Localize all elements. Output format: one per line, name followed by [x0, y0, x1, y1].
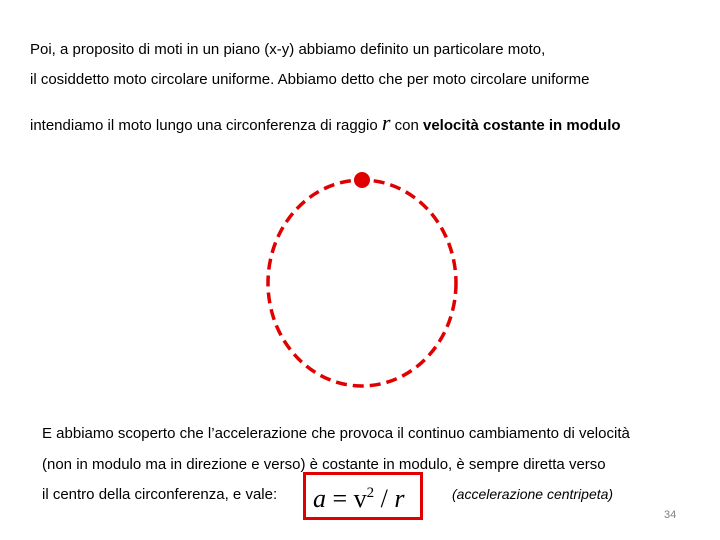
- formula-exponent: 2: [366, 485, 375, 501]
- intro-line-3-emphasis: velocità costante in modulo: [422, 117, 621, 134]
- formula-slash: /: [374, 484, 395, 513]
- intro-line-3-text: intendiamo il moto lungo una circonferenza di raggio: [30, 117, 382, 134]
- formula-velocity: v: [353, 484, 367, 513]
- circular-motion-diagram: [265, 168, 465, 398]
- intro-line-3: [30, 110, 621, 135]
- radius-variable: r: [381, 110, 391, 135]
- formula-radius: r: [394, 484, 405, 513]
- moving-point: [354, 172, 370, 188]
- conclusion-line-3: il centro della circonferenza, e vale:: [42, 486, 278, 503]
- intro-line-1: Poi, a proposito di moti in un piano (x-y) abbiamo definito un particolare moto,: [30, 41, 546, 58]
- intro-line-3-connector: con: [390, 117, 423, 134]
- circular-path: [268, 180, 456, 386]
- conclusion-line-2: (non in modulo ma in direzione e verso) è costante in modulo, è sempre diretta verso: [42, 456, 606, 473]
- page-number: 34: [664, 509, 677, 521]
- conclusion-line-1: E abbiamo scoperto che l’accelerazione che provoca il continuo cambiamento di velocità: [42, 425, 630, 442]
- centripetal-note: (accelerazione centripeta): [452, 486, 614, 502]
- centripetal-acceleration-formula: [313, 478, 405, 514]
- formula-equals: =: [326, 484, 354, 513]
- intro-line-2: il cosiddetto moto circolare uniforme. Abbiamo detto che per moto circolare uniforme: [30, 71, 590, 88]
- formula-acceleration: a: [313, 484, 326, 513]
